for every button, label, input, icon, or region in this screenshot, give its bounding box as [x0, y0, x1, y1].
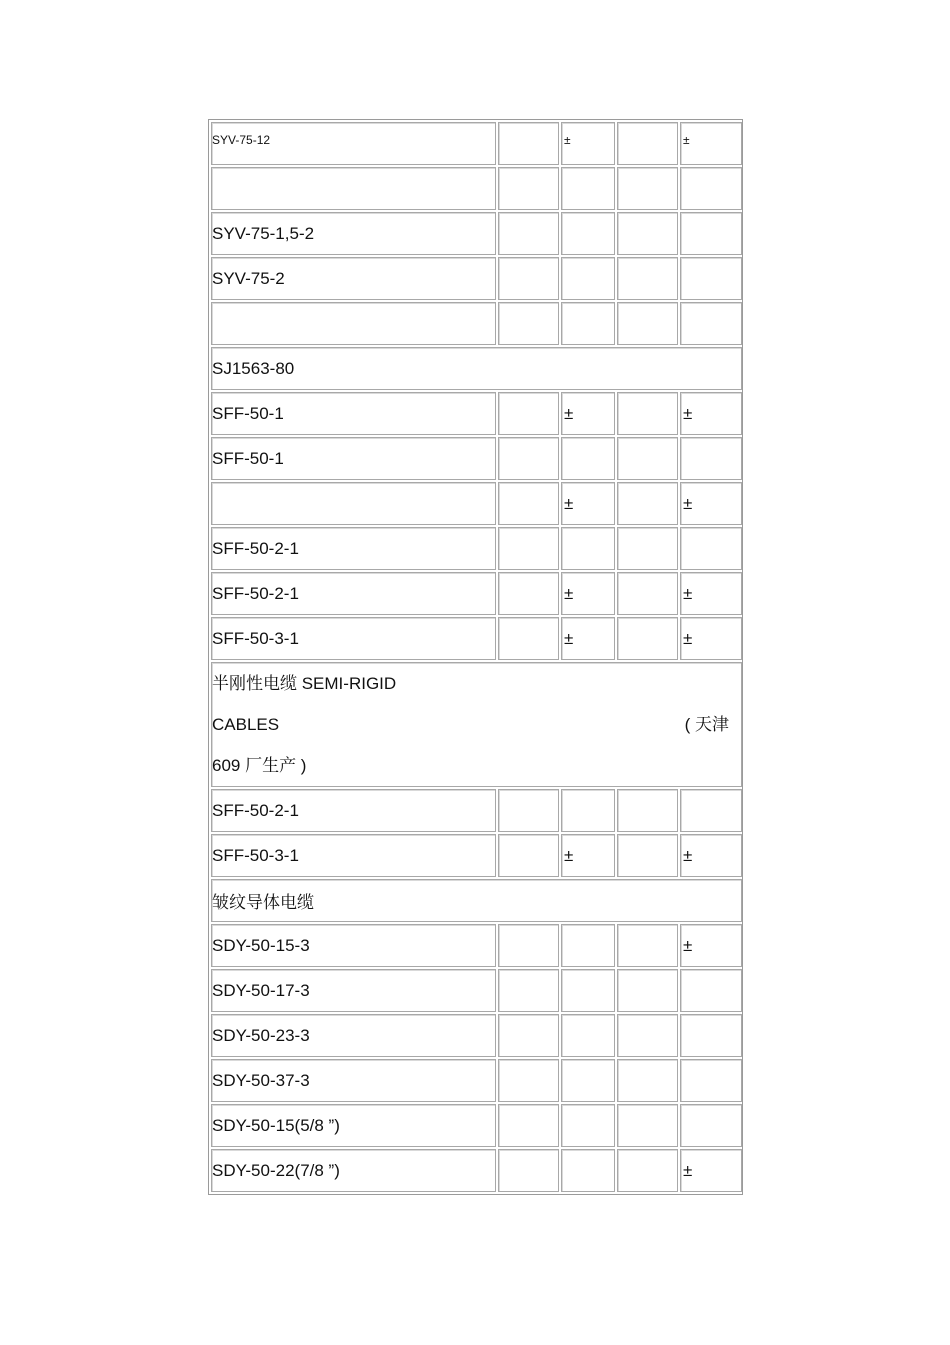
- value-cell-c1: [498, 1104, 559, 1147]
- table-row: [211, 662, 742, 787]
- section-header-cell: SJ1563-80: [211, 347, 742, 390]
- value-cell-c3: [617, 1059, 678, 1102]
- cable-model-cell: SFF-50-3-1: [211, 617, 496, 660]
- table-row: [211, 834, 742, 877]
- value-cell-c1: [498, 1149, 559, 1192]
- value-cell-c2: [561, 969, 615, 1012]
- value-cell-c1: [498, 969, 559, 1012]
- cable-model-cell: SDY-50-22(7/8 ”): [211, 1149, 496, 1192]
- table-row: [211, 1149, 742, 1192]
- value-cell-c3: [617, 969, 678, 1012]
- value-cell-c3: [617, 437, 678, 480]
- table-row: [211, 1104, 742, 1147]
- value-cell-c2: [561, 1104, 615, 1147]
- value-cell-c1: [498, 617, 559, 660]
- value-cell-c3: [617, 1149, 678, 1192]
- value-cell-c4: [680, 1014, 742, 1057]
- value-cell-c1: [498, 1059, 559, 1102]
- value-cell-c1: [498, 527, 559, 570]
- table-row: [211, 789, 742, 832]
- table-row: [211, 1014, 742, 1057]
- table-row: [211, 122, 742, 165]
- section-line-3: 609 厂生产 ): [212, 756, 307, 775]
- cable-model-cell: SFF-50-2-1: [211, 789, 496, 832]
- cable-model-cell: SYV-75-2: [211, 257, 496, 300]
- value-cell-c2: [561, 1059, 615, 1102]
- value-cell-c2: ±: [561, 482, 615, 525]
- value-cell-c1: [498, 122, 559, 165]
- section-line-2-right: ( 天津: [684, 715, 729, 734]
- value-cell-c2: [561, 789, 615, 832]
- table-row: [211, 392, 742, 435]
- value-cell-c4: [680, 257, 742, 300]
- value-cell-c1: [498, 789, 559, 832]
- cable-model-cell: SFF-50-3-1: [211, 834, 496, 877]
- section-line-1: 半刚性电缆 SEMI-RIGID: [212, 674, 397, 693]
- value-cell-c1: [498, 212, 559, 255]
- value-cell-c4: ±: [680, 924, 742, 967]
- value-cell-c4: ±: [680, 572, 742, 615]
- table-row: [211, 879, 742, 922]
- cable-spec-table-frame: [208, 119, 743, 1195]
- value-cell-c2: [561, 1014, 615, 1057]
- value-cell-c3: [617, 482, 678, 525]
- table-row: [211, 302, 742, 345]
- value-cell-c4: ±: [680, 122, 742, 165]
- value-cell-c2: [561, 527, 615, 570]
- value-cell-c2: [561, 437, 615, 480]
- cable-model-cell: SFF-50-2-1: [211, 527, 496, 570]
- cable-model-cell: SYV-75-1,5-2: [211, 212, 496, 255]
- value-cell-c1: [498, 834, 559, 877]
- value-cell-c4: [680, 527, 742, 570]
- value-cell-c3: [617, 167, 678, 210]
- section-line-2-left: CABLES: [212, 715, 280, 734]
- table-row: [211, 482, 742, 525]
- value-cell-c3: [617, 1014, 678, 1057]
- cable-model-cell: SDY-50-23-3: [211, 1014, 496, 1057]
- table-row: [211, 212, 742, 255]
- cable-model-cell: SFF-50-1: [211, 437, 496, 480]
- value-cell-c2: ±: [561, 834, 615, 877]
- value-cell-c4: ±: [680, 834, 742, 877]
- cable-model-cell: SDY-50-15(5/8 ”): [211, 1104, 496, 1147]
- value-cell-c3: [617, 789, 678, 832]
- value-cell-c1: [498, 257, 559, 300]
- table-row: [211, 257, 742, 300]
- value-cell-c4: [680, 789, 742, 832]
- value-cell-c4: [680, 437, 742, 480]
- value-cell-c3: [617, 257, 678, 300]
- value-cell-c2: ±: [561, 617, 615, 660]
- cable-model-cell: SDY-50-17-3: [211, 969, 496, 1012]
- value-cell-c4: [680, 302, 742, 345]
- value-cell-c2: [561, 212, 615, 255]
- value-cell-c2: ±: [561, 122, 615, 165]
- value-cell-c4: [680, 1104, 742, 1147]
- value-cell-c1: [498, 392, 559, 435]
- value-cell-c2: ±: [561, 572, 615, 615]
- value-cell-c3: [617, 527, 678, 570]
- value-cell-c1: [498, 572, 559, 615]
- table-row: [211, 167, 742, 210]
- value-cell-c1: [498, 924, 559, 967]
- value-cell-c2: [561, 257, 615, 300]
- cable-spec-table: [209, 120, 744, 1194]
- value-cell-c2: [561, 924, 615, 967]
- value-cell-c4: [680, 969, 742, 1012]
- value-cell-c4: [680, 1059, 742, 1102]
- value-cell-c4: ±: [680, 1149, 742, 1192]
- value-cell-c4: [680, 212, 742, 255]
- cable-model-cell: SYV-75-12: [211, 122, 496, 165]
- value-cell-c3: [617, 924, 678, 967]
- cable-model-cell: [211, 167, 496, 210]
- cable-model-cell: [211, 302, 496, 345]
- value-cell-c1: [498, 167, 559, 210]
- value-cell-c2: ±: [561, 392, 615, 435]
- table-row: [211, 347, 742, 390]
- section-line-2: [212, 704, 741, 745]
- value-cell-c4: ±: [680, 392, 742, 435]
- table-row: [211, 1059, 742, 1102]
- cable-model-cell: SDY-50-37-3: [211, 1059, 496, 1102]
- value-cell-c3: [617, 617, 678, 660]
- section-header-cell: 皱纹导体电缆: [211, 879, 742, 922]
- cable-model-cell: [211, 482, 496, 525]
- table-body: [211, 122, 742, 1192]
- cable-model-cell: SFF-50-2-1: [211, 572, 496, 615]
- table-row: [211, 527, 742, 570]
- cable-model-cell: SDY-50-15-3: [211, 924, 496, 967]
- section-header-cell: [211, 662, 742, 787]
- value-cell-c1: [498, 437, 559, 480]
- table-row: [211, 924, 742, 967]
- value-cell-c3: [617, 392, 678, 435]
- value-cell-c3: [617, 572, 678, 615]
- table-row: [211, 572, 742, 615]
- value-cell-c1: [498, 302, 559, 345]
- value-cell-c1: [498, 1014, 559, 1057]
- value-cell-c2: [561, 167, 615, 210]
- table-row: [211, 969, 742, 1012]
- value-cell-c3: [617, 1104, 678, 1147]
- cable-model-cell: SFF-50-1: [211, 392, 496, 435]
- value-cell-c2: [561, 1149, 615, 1192]
- value-cell-c1: [498, 482, 559, 525]
- value-cell-c3: [617, 212, 678, 255]
- value-cell-c2: [561, 302, 615, 345]
- value-cell-c4: [680, 167, 742, 210]
- value-cell-c4: ±: [680, 482, 742, 525]
- table-row: [211, 617, 742, 660]
- value-cell-c3: [617, 834, 678, 877]
- table-row: [211, 437, 742, 480]
- value-cell-c4: ±: [680, 617, 742, 660]
- value-cell-c3: [617, 302, 678, 345]
- value-cell-c3: [617, 122, 678, 165]
